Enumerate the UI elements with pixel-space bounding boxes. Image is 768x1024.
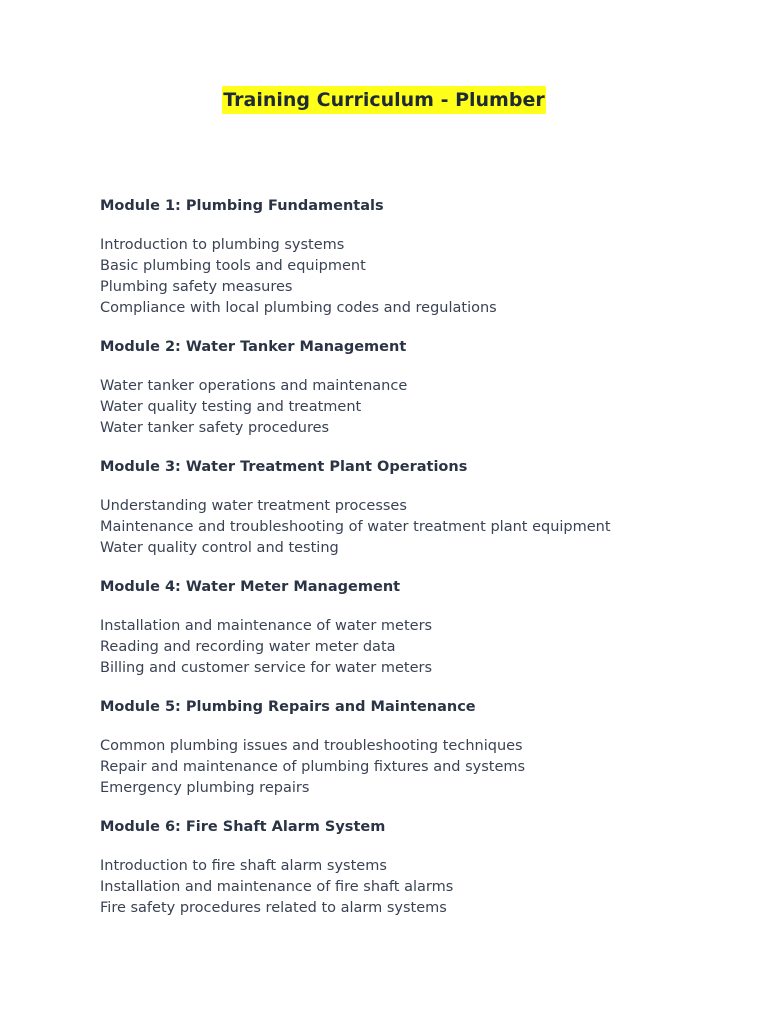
module-topic: Fire safety procedures related to alarm systems (100, 900, 447, 916)
module-topic-list (100, 496, 720, 559)
module-section (100, 697, 720, 799)
module-heading: Module 4: Water Meter Management (100, 579, 401, 595)
module-topic: Basic plumbing tools and equipment (100, 258, 366, 274)
module-topic: Common plumbing issues and troubleshooting techniques (100, 738, 523, 754)
module-topic: Plumbing safety measures (100, 279, 293, 295)
module-section (100, 577, 720, 679)
page-title: Training Curriculum - Plumber (222, 86, 545, 114)
module-topic: Billing and customer service for water meters (100, 660, 433, 676)
module-section (100, 196, 720, 319)
module-topic-list (100, 736, 720, 799)
module-heading: Module 5: Plumbing Repairs and Maintenance (100, 699, 476, 715)
module-section (100, 337, 720, 439)
module-heading: Module 1: Plumbing Fundamentals (100, 198, 384, 214)
module-topic: Water quality testing and treatment (100, 399, 362, 415)
title-container (0, 86, 768, 114)
module-list (100, 196, 720, 937)
module-topic-list (100, 235, 720, 319)
module-section (100, 457, 720, 559)
module-topic: Introduction to fire shaft alarm systems (100, 858, 387, 874)
module-heading: Module 6: Fire Shaft Alarm System (100, 819, 386, 835)
module-topic: Installation and maintenance of water meters (100, 618, 433, 634)
module-topic: Compliance with local plumbing codes and regulations (100, 300, 497, 316)
module-heading: Module 2: Water Tanker Management (100, 339, 407, 355)
module-topic: Reading and recording water meter data (100, 639, 396, 655)
module-topic-list (100, 376, 720, 439)
module-topic: Emergency plumbing repairs (100, 780, 310, 796)
module-section (100, 817, 720, 919)
module-topic: Maintenance and troubleshooting of water treatment plant equipment (100, 519, 611, 535)
module-topic: Repair and maintenance of plumbing fixtures and systems (100, 759, 526, 775)
module-topic-list (100, 856, 720, 919)
module-heading: Module 3: Water Treatment Plant Operations (100, 459, 468, 475)
module-topic-list (100, 616, 720, 679)
module-topic: Introduction to plumbing systems (100, 237, 345, 253)
module-topic: Understanding water treatment processes (100, 498, 407, 514)
module-topic: Water quality control and testing (100, 540, 339, 556)
module-topic: Water tanker operations and maintenance (100, 378, 408, 394)
module-topic: Water tanker safety procedures (100, 420, 330, 436)
module-topic: Installation and maintenance of fire shaft alarms (100, 879, 454, 895)
